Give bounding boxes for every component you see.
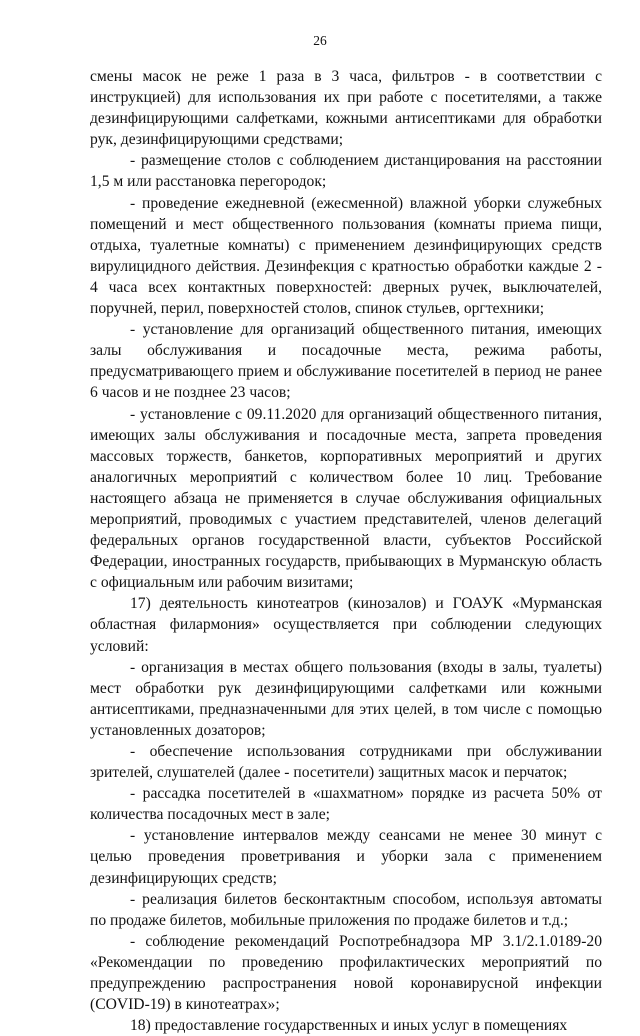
document-body [90,66,602,1036]
paragraph-hand-sanitizing: - организация в местах общего пользования (входы в залы, туалеты) мест обработки рук дезинфицирующими салфетками или кожными антисептиками, предназначенными для этих целей, в том числе с помощью установленных дозаторов; [90,658,602,739]
paragraph-checkerboard-seating: - рассадка посетителей в «шахматном» порядке из расчета 50% от количества посадочных мест в зале; [90,785,602,824]
paragraph-continuation: смены масок не реже 1 раза в 3 часа, фильтров - в соответствии с инструкцией) для использования их при работе с посетителями, а также дезинфицирующими салфетками, кожными антисептиками для обработки рук, дезинфицирующими средствами; [90,68,602,149]
paragraph-daily-cleaning: - проведение ежедневной (ежесменной) влажной уборки служебных помещений и мест общественного пользования (комнаты приема пищи, отдыха, туалетные комнаты) с применением дезинфицирующих средств вирулицидного действия. Дезинфекция с кратностью обработки каждые 2 - 4 часа всех контактных поверхностей: дверных ручек, выключателей, поручней, перил, поверхностей столов, спинок стульев, оргтехники; [90,194,602,318]
paragraph-rospotrebnadzor-recommendations: - соблюдение рекомендаций Роспотребнадзора МР 3.1/2.1.0189-20 «Рекомендации по проведению профилактических мероприятий по предупреждению распространения новой коронавирусной инфекции (COVID-19) в кинотеатрах»; [90,932,602,1014]
page-number: 26 [313,33,327,48]
paragraph-mass-events-ban: - установление с 09.11.2020 для организаций общественного питания, имеющих залы обслуживания и посадочные места, запрета проведения массовых торжеств, банкетов, корпоративных мероприятий и других аналогичных мероприятий с количеством более 10 лиц. Требование настоящего абзаца не применяется в случае обслуживания официальных мероприятий, проводимых с участием представителей, членов делегаций федеральных органов государственной власти, субъектов Российской Федерации, иностранных государств, прибывающих в Мурманскую область с официальным или рабочим визитами; [90,405,602,592]
paragraph-item-18-services: 18) предоставление государственных и иных услуг в помещениях [130,1017,568,1035]
paragraph-working-hours: - установление для организаций общественного питания, имеющих залы обслуживания и посадочные места, режима работы, предусматривающего прием и обслуживание посетителей в период не ранее 6 часов и не позднее 23 часов; [90,321,602,402]
paragraph-staff-masks: - обеспечение использования сотрудниками при обслуживании зрителей, слушателей (далее - посетители) защитных масок и перчаток; [90,743,602,782]
paragraph-item-17-cinemas: 17) деятельность кинотеатров (кинозалов) и ГОАУК «Мурманская областная филармония» осуществляется при соблюдении следующих условий: [90,595,602,655]
paragraph-session-intervals: - установление интервалов между сеансами не менее 30 минут с целью проведения проветривания и уборки зала с применением дезинфицирующих средств; [90,827,602,887]
paragraph-table-spacing: - размещение столов с соблюдением дистанцирования на расстоянии 1,5 м или расстановка перегородок; [90,152,602,191]
paragraph-contactless-tickets: - реализация билетов бесконтактным способом, используя автоматы по продаже билетов, мобильные приложения по продаже билетов и т.д.; [90,890,602,929]
